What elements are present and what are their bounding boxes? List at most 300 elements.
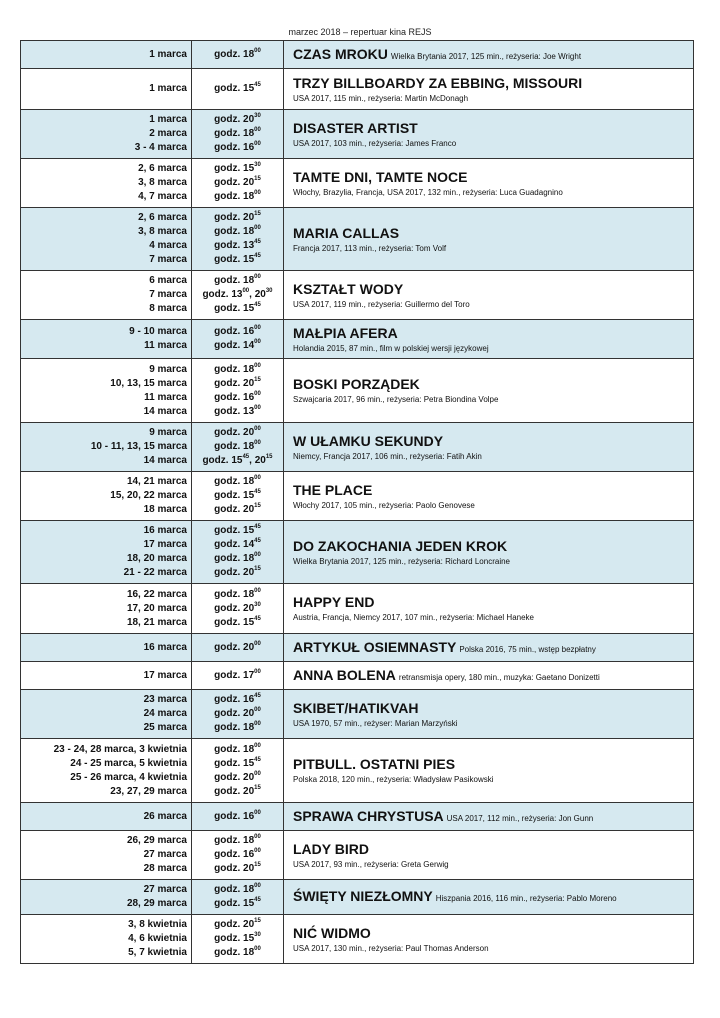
date-line: 11 marca — [144, 340, 187, 351]
time-minutes: 00 — [254, 127, 261, 133]
date-line: 2, 6 marca — [138, 212, 187, 223]
time-minutes: 00 — [254, 552, 261, 558]
date-line: 4, 6 kwietnia — [128, 933, 187, 944]
time-line — [192, 377, 283, 391]
film-title: LADY BIRD — [293, 840, 369, 857]
time-text: godz. 18 — [214, 743, 255, 755]
screening-row — [21, 208, 694, 271]
film-title: ARTYKUŁ OSIEMNASTY — [293, 638, 457, 655]
time-line — [192, 862, 283, 876]
screening-dates — [21, 634, 192, 662]
film-details: Wielka Brytania 2017, 125 min., reżyseria: Richard Loncraine — [293, 556, 510, 566]
date-line: 24 marca — [143, 708, 187, 719]
film-title: HAPPY END — [293, 594, 375, 610]
screening-row — [21, 69, 694, 110]
screening-times — [192, 423, 284, 472]
date-line: 25 marca — [143, 722, 187, 733]
time-text: godz. 18 — [214, 191, 255, 202]
screening-row — [21, 41, 694, 69]
date-line: 3, 8 marca — [138, 226, 187, 237]
film-details: USA 2017, 93 min., reżyseria: Greta Gerwig — [293, 859, 449, 869]
date-line: 28 marca — [143, 863, 187, 874]
film-details: USA 2017, 130 min., reżyseria: Paul Thomas Anderson — [293, 943, 489, 953]
time-minutes: 00 — [254, 809, 261, 816]
time-line — [192, 391, 283, 405]
film-title: ŚWIĘTY NIEZŁOMNY — [293, 888, 433, 904]
film-details: Polska 2018, 120 min., reżyseria: Władysław Pasikowski — [293, 775, 494, 784]
time-line — [192, 566, 283, 580]
film-info — [284, 423, 694, 472]
date-line: 27 marca — [143, 884, 187, 895]
film-details: Szwajcaria 2017, 96 min., reżyseria: Petra Biondina Volpe — [293, 395, 499, 404]
time-text: godz. 20 — [214, 641, 255, 653]
time-minutes: 15 — [265, 454, 273, 460]
film-info — [284, 803, 694, 831]
time-minutes: 15 — [254, 784, 261, 791]
time-minutes: 00 — [254, 742, 261, 749]
date-line: 8 marca — [149, 303, 187, 314]
date-line: 16 marca — [143, 525, 187, 536]
date-line: 18 marca — [143, 504, 187, 515]
time-line — [192, 693, 283, 707]
film-title: NIĆ WIDMO — [293, 924, 371, 941]
film-title: KSZTAŁT WODY — [293, 280, 404, 297]
time-minutes: 00 — [254, 668, 261, 675]
time-line — [192, 834, 283, 848]
film-info — [284, 41, 694, 69]
film-info — [284, 584, 694, 634]
time-line — [192, 616, 283, 630]
date-line: 16, 22 marca — [126, 588, 187, 600]
screening-times — [192, 831, 284, 880]
screening-row — [21, 584, 694, 634]
screening-dates — [21, 803, 192, 831]
time-minutes: 00 — [254, 362, 261, 369]
date-line: 16 marca — [143, 641, 187, 653]
screening-row — [21, 634, 694, 662]
time-line — [192, 274, 283, 288]
screening-times — [192, 662, 284, 690]
date-line: 23 marca — [143, 694, 187, 705]
time-text: godz. 20 — [214, 377, 255, 389]
time-text: godz. 16 — [214, 810, 255, 822]
film-title: BOSKI PORZĄDEK — [293, 376, 420, 392]
time-line — [192, 743, 283, 757]
screening-dates — [21, 41, 192, 69]
date-line: 18, 20 marca — [126, 553, 187, 564]
time-line — [192, 538, 283, 552]
time-text: godz. 14 — [214, 340, 255, 351]
time-line — [192, 190, 283, 204]
time-minutes: 15 — [254, 862, 261, 868]
screening-dates — [21, 831, 192, 880]
date-line: 17 marca — [143, 539, 187, 550]
time-text: godz. 15 — [214, 163, 255, 174]
screening-dates — [21, 110, 192, 159]
date-line: 5, 7 kwietnia — [128, 947, 187, 958]
date-line: 7 marca — [149, 254, 187, 265]
time-line — [192, 225, 283, 239]
time-line — [192, 707, 283, 721]
time-minutes: 45 — [254, 524, 261, 530]
time-text: godz. 18 — [214, 476, 255, 487]
screening-row — [21, 472, 694, 521]
time-line — [192, 524, 283, 538]
date-line: 3, 8 kwietnia — [128, 919, 187, 930]
time-text: godz. 18 — [214, 884, 255, 895]
time-minutes: 30 — [254, 113, 261, 119]
film-info — [284, 359, 694, 423]
film-info — [284, 208, 694, 271]
date-line: 14 marca — [143, 405, 187, 417]
screening-times — [192, 159, 284, 208]
film-title: MAŁPIA AFERA — [293, 324, 398, 341]
time-minutes: 15 — [254, 376, 261, 383]
screening-dates — [21, 359, 192, 423]
time-text: godz. 15 — [214, 490, 255, 501]
time-minutes: 00 — [254, 721, 261, 727]
time-minutes: 00 — [254, 225, 261, 231]
film-details: USA 2017, 115 min., reżyseria: Martin McDonagh — [293, 93, 469, 103]
film-details: Włochy, Brazylia, Francja, USA 2017, 132 min., reżyseria: Luca Guadagnino — [293, 187, 563, 197]
time-text: godz. 18 — [214, 441, 255, 452]
time-text: godz. 17 — [214, 669, 255, 681]
time-text: godz. 15 — [214, 933, 255, 944]
date-line: 10, 13, 15 marca — [110, 377, 187, 389]
screening-times — [192, 521, 284, 584]
time-minutes: 00 — [254, 390, 261, 397]
date-line: 21 - 22 marca — [123, 567, 187, 578]
time-minutes: 15 — [254, 503, 261, 509]
date-line: 3 - 4 marca — [134, 142, 187, 153]
screening-row — [21, 803, 694, 831]
date-line: 18, 21 marca — [126, 616, 187, 628]
film-title: W UŁAMKU SEKUNDY — [293, 432, 444, 449]
time-line — [192, 211, 283, 225]
time-line — [192, 405, 283, 419]
time-minutes: 15 — [254, 211, 261, 217]
screening-row — [21, 662, 694, 690]
time-text: godz. 18 — [214, 835, 255, 846]
time-line — [192, 325, 283, 339]
time-minutes: 00 — [254, 325, 261, 331]
screening-row — [21, 915, 694, 964]
time-line — [192, 946, 283, 960]
date-line: 15, 20, 22 marca — [110, 490, 187, 501]
time-text: godz. 16 — [214, 326, 255, 337]
time-text: godz. 20 — [214, 708, 255, 719]
screening-dates — [21, 159, 192, 208]
time-text: , 20 — [249, 289, 266, 300]
time-minutes: 00 — [254, 440, 261, 446]
film-info — [284, 320, 694, 359]
time-minutes: 45 — [254, 82, 261, 88]
date-line: 17 marca — [143, 669, 187, 681]
film-info — [284, 831, 694, 880]
time-text: godz. 18 — [214, 128, 255, 139]
film-details: Holandia 2015, 87 min., film w polskiej wersji językowej — [293, 343, 489, 353]
date-line: 9 marca — [149, 363, 187, 375]
film-info — [284, 634, 694, 662]
film-title: SKIBET/HATIKVAH — [293, 699, 419, 716]
time-minutes: 00 — [254, 587, 261, 594]
date-line: 1 marca — [149, 83, 187, 94]
date-line: 3, 8 marca — [138, 177, 187, 188]
time-line — [192, 785, 283, 799]
date-line: 27 marca — [143, 849, 187, 860]
date-line: 9 marca — [149, 427, 187, 438]
page-header: marzec 2018 – repertuar kina REJS — [288, 27, 432, 37]
time-line — [192, 848, 283, 862]
time-line — [192, 810, 283, 824]
time-minutes: 00 — [254, 848, 261, 854]
date-line: 9 - 10 marca — [129, 326, 187, 337]
time-line — [192, 503, 283, 517]
time-line — [192, 113, 283, 127]
time-minutes: 45 — [254, 538, 261, 544]
time-line — [192, 669, 283, 683]
date-line: 10 - 11, 13, 15 marca — [90, 441, 187, 452]
time-text: godz. 15 — [202, 455, 243, 466]
screening-times — [192, 803, 284, 831]
screening-times — [192, 880, 284, 915]
date-line: 28, 29 marca — [126, 898, 187, 909]
time-text: godz. 18 — [214, 48, 255, 60]
screening-times — [192, 69, 284, 110]
date-line: 23, 27, 29 marca — [110, 785, 187, 797]
time-minutes: 45 — [254, 253, 261, 259]
time-line — [192, 721, 283, 735]
time-minutes: 00 — [254, 190, 261, 196]
time-minutes: 00 — [254, 946, 261, 952]
date-line: 24 - 25 marca, 5 kwietnia — [70, 757, 187, 769]
screening-row — [21, 320, 694, 359]
time-line — [192, 176, 283, 190]
time-text: godz. 18 — [214, 553, 255, 564]
time-text: godz. 15 — [214, 83, 255, 94]
screening-row — [21, 423, 694, 472]
screening-dates — [21, 880, 192, 915]
time-line — [192, 602, 283, 616]
film-title: CZAS MROKU — [293, 45, 388, 62]
time-minutes: 15 — [254, 566, 261, 572]
film-details: retransmisja opery, 180 min., muzyka: Gaetano Donizetti — [398, 672, 600, 682]
screening-times — [192, 915, 284, 964]
screening-row — [21, 110, 694, 159]
date-line: 1 marca — [149, 48, 187, 60]
screening-dates — [21, 915, 192, 964]
film-title: DO ZAKOCHANIA JEDEN KROK — [293, 537, 508, 554]
film-details: USA 2017, 112 min., reżyseria: Jon Gunn — [446, 813, 594, 823]
screening-times — [192, 41, 284, 69]
time-text: godz. 18 — [214, 947, 255, 958]
time-text: , 20 — [249, 455, 266, 466]
time-minutes: 00 — [242, 288, 250, 294]
time-text: godz. 18 — [214, 722, 255, 733]
time-minutes: 15 — [254, 918, 261, 924]
time-text: godz. 20 — [214, 427, 255, 438]
screening-dates — [21, 271, 192, 320]
repertoire-table-body — [21, 41, 694, 964]
time-minutes: 15 — [254, 176, 261, 182]
time-minutes: 45 — [254, 302, 261, 308]
film-info — [284, 662, 694, 690]
time-text: godz. 18 — [214, 275, 255, 286]
time-minutes: 45 — [254, 756, 261, 763]
film-info — [284, 521, 694, 584]
film-info — [284, 69, 694, 110]
time-text: godz. 20 — [214, 919, 255, 930]
time-text: godz. 13 — [214, 240, 255, 251]
date-line: 7 marca — [149, 289, 187, 300]
time-text: godz. 15 — [214, 757, 255, 769]
screening-dates — [21, 208, 192, 271]
film-info — [284, 690, 694, 739]
screening-row — [21, 359, 694, 423]
film-info — [284, 472, 694, 521]
film-details: USA 2017, 103 min., reżyseria: James Franco — [293, 138, 457, 148]
time-line — [192, 489, 283, 503]
time-text: godz. 13 — [202, 289, 243, 300]
film-info — [284, 110, 694, 159]
time-minutes: 00 — [254, 426, 261, 432]
date-line: 11 marca — [144, 391, 187, 403]
time-minutes: 45 — [254, 693, 261, 699]
time-line — [192, 339, 283, 353]
film-title: PITBULL. OSTATNI PIES — [293, 756, 456, 772]
film-title: ANNA BOLENA — [293, 666, 396, 683]
time-line — [192, 302, 283, 316]
screening-times — [192, 359, 284, 423]
screening-dates — [21, 423, 192, 472]
screening-dates — [21, 320, 192, 359]
screening-row — [21, 521, 694, 584]
time-minutes: 00 — [254, 47, 261, 54]
date-line: 25 - 26 marca, 4 kwietnia — [70, 771, 187, 783]
time-text: godz. 15 — [214, 303, 255, 314]
screening-times — [192, 320, 284, 359]
time-line — [192, 253, 283, 267]
screening-row — [21, 880, 694, 915]
screening-dates — [21, 69, 192, 110]
time-minutes: 30 — [265, 288, 273, 294]
film-title: THE PLACE — [293, 481, 373, 498]
film-info — [284, 271, 694, 320]
screening-times — [192, 271, 284, 320]
film-details: Francja 2017, 113 min., reżyseria: Tom Volf — [293, 243, 447, 253]
time-line — [192, 932, 283, 946]
time-line — [192, 426, 283, 440]
film-details: Niemcy, Francja 2017, 106 min., reżyseria: Fatih Akin — [293, 451, 482, 461]
screening-dates — [21, 472, 192, 521]
time-text: godz. 20 — [214, 602, 255, 614]
time-minutes: 30 — [254, 601, 261, 608]
film-details: Włochy 2017, 105 min., reżyseria: Paolo Genovese — [293, 500, 475, 510]
time-minutes: 00 — [254, 770, 261, 777]
date-line: 6 marca — [149, 275, 187, 286]
time-text: godz. 20 — [214, 771, 255, 783]
film-details: Wielka Brytania 2017, 125 min., reżyseria: Joe Wright — [390, 51, 582, 61]
time-line — [192, 454, 283, 468]
time-minutes: 00 — [254, 707, 261, 713]
film-info — [284, 880, 694, 915]
time-minutes: 00 — [254, 274, 261, 280]
time-minutes: 45 — [254, 615, 261, 622]
time-minutes: 45 — [242, 454, 250, 460]
screening-dates — [21, 739, 192, 803]
time-line — [192, 48, 283, 62]
time-line — [192, 127, 283, 141]
time-text: godz. 16 — [214, 142, 255, 153]
film-title: TRZY BILLBOARDY ZA EBBING, MISSOURI — [293, 74, 583, 91]
film-info — [284, 739, 694, 803]
time-line — [192, 363, 283, 377]
film-details: USA 2017, 119 min., reżyseria: Guillermo del Toro — [293, 299, 470, 309]
time-text: godz. 18 — [214, 588, 255, 600]
date-line: 4, 7 marca — [138, 191, 187, 202]
time-text: godz. 20 — [214, 212, 255, 223]
screening-times — [192, 739, 284, 803]
screening-dates — [21, 690, 192, 739]
time-line — [192, 588, 283, 602]
date-line: 2 marca — [149, 128, 187, 139]
screening-times — [192, 634, 284, 662]
time-minutes: 45 — [254, 239, 261, 245]
repertoire-table — [20, 40, 694, 964]
time-text: godz. 14 — [214, 539, 255, 550]
film-details: Polska 2016, 75 min., wstęp bezpłatny — [459, 644, 596, 654]
time-line — [192, 475, 283, 489]
screening-row — [21, 271, 694, 320]
screening-dates — [21, 521, 192, 584]
time-minutes: 30 — [254, 162, 261, 168]
time-line — [192, 82, 283, 96]
screening-row — [21, 159, 694, 208]
time-minutes: 00 — [254, 141, 261, 147]
date-line: 2, 6 marca — [138, 163, 187, 174]
screening-dates — [21, 584, 192, 634]
screening-times — [192, 208, 284, 271]
screening-row — [21, 739, 694, 803]
time-text: godz. 18 — [214, 226, 255, 237]
film-title: DISASTER ARTIST — [293, 119, 418, 136]
film-title: TAMTE DNI, TAMTE NOCE — [293, 168, 468, 185]
time-minutes: 00 — [254, 834, 261, 840]
time-minutes: 00 — [254, 883, 261, 889]
time-text: godz. 20 — [214, 504, 255, 515]
date-line: 14, 21 marca — [126, 476, 187, 487]
time-line — [192, 440, 283, 454]
time-text: godz. 20 — [214, 177, 255, 188]
time-minutes: 45 — [254, 897, 261, 903]
time-line — [192, 897, 283, 911]
time-text: godz. 16 — [214, 391, 255, 403]
time-text: godz. 18 — [214, 363, 255, 375]
date-line: 17, 20 marca — [126, 602, 187, 614]
date-line: 23 - 24, 28 marca, 3 kwietnia — [53, 743, 187, 755]
time-line — [192, 141, 283, 155]
time-minutes: 00 — [254, 339, 261, 345]
time-text: godz. 16 — [214, 849, 255, 860]
time-text: godz. 15 — [214, 254, 255, 265]
time-text: godz. 20 — [214, 863, 255, 874]
film-details: Hiszpania 2016, 116 min., reżyseria: Pablo Moreno — [435, 894, 617, 903]
film-details: USA 1970, 57 min., reżyser: Marian Marzyński — [293, 718, 458, 728]
date-line: 14 marca — [143, 455, 187, 466]
time-line — [192, 288, 283, 302]
date-line: 26 marca — [143, 810, 187, 822]
screening-times — [192, 472, 284, 521]
